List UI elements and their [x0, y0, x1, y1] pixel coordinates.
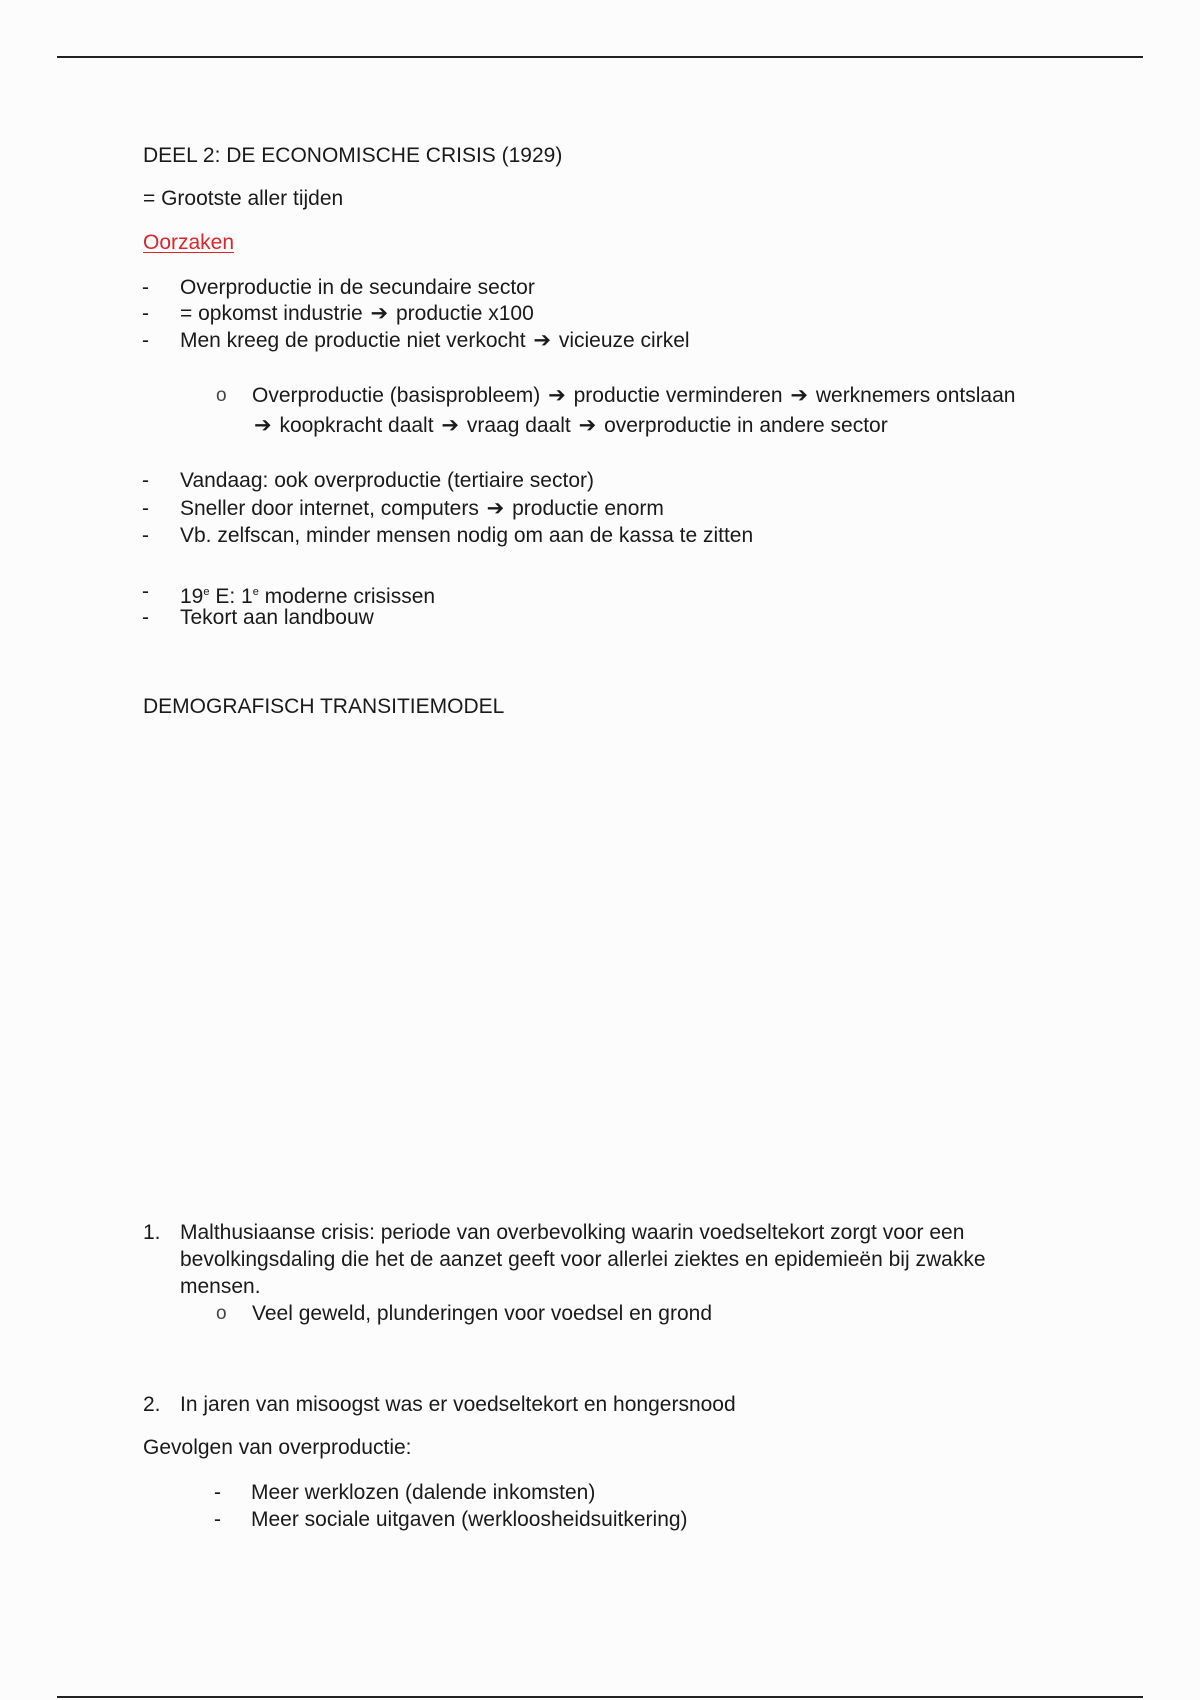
sub-bullet-marker: o	[216, 385, 227, 406]
sub-bullet-marker: o	[216, 1303, 227, 1324]
arrow-icon: ➔	[533, 329, 551, 352]
arrow-icon: ➔	[790, 384, 808, 407]
section-heading: DEEL 2: DE ECONOMISCHE CRISIS (1929)	[143, 144, 563, 167]
bullet-marker: -	[142, 580, 149, 603]
causes-title: Oorzaken	[143, 231, 235, 254]
arrow-icon: ➔	[254, 414, 272, 437]
today-1: Vandaag: ook overproductie (tertiaire sector)	[180, 469, 594, 492]
consequence-2: Meer sociale uitgaven (werkloosheidsuitkering)	[251, 1508, 688, 1531]
cause-2: = opkomst industrie ➔ productie x100	[180, 302, 534, 325]
cycle-line-1: Overproductie (basisprobleem) ➔ productie verminderen ➔ werknemers ontslaan	[252, 384, 1016, 407]
model-title: DEMOGRAFISCH TRANSITIEMODEL	[143, 695, 505, 718]
bullet-marker: -	[142, 497, 149, 520]
arrow-icon: ➔	[578, 414, 597, 437]
bullet-marker: -	[142, 276, 149, 299]
arrow-icon: ➔	[441, 414, 460, 437]
bullet-marker: -	[142, 606, 149, 629]
bullet-marker: -	[142, 524, 149, 547]
bullet-marker: -	[214, 1508, 221, 1531]
list-number: 2.	[143, 1393, 161, 1416]
century-line: 19e E: 1e moderne crisissen	[180, 585, 436, 608]
consequence-1: Meer werklozen (dalende inkomsten)	[251, 1481, 596, 1504]
cause-1: Overproductie in de secundaire sector	[180, 276, 535, 299]
bullet-marker: -	[214, 1481, 221, 1504]
subtitle: = Grootste aller tijden	[143, 187, 344, 210]
arrow-icon: ➔	[548, 384, 566, 407]
today-3: Vb. zelfscan, minder mensen nodig om aan de kassa te zitten	[180, 524, 754, 547]
malthus-sub: Veel geweld, plunderingen voor voedsel en grond	[252, 1302, 713, 1325]
bullet-marker: -	[142, 469, 149, 492]
arrow-icon: ➔	[486, 497, 505, 520]
bullet-marker: -	[142, 302, 149, 325]
list-number: 1.	[143, 1221, 161, 1244]
top-rule	[57, 56, 1143, 58]
arrow-icon: ➔	[370, 302, 389, 325]
cause-3: Men kreeg de productie niet verkocht ➔ vicieuze cirkel	[180, 329, 690, 352]
shortage-line: Tekort aan landbouw	[180, 606, 374, 629]
malthus-line-3: mensen.	[180, 1275, 261, 1298]
malthus-line-1: Malthusiaanse crisis: periode van overbevolking waarin voedseltekort zorgt voor een	[180, 1221, 965, 1244]
consequences-title: Gevolgen van overproductie:	[143, 1436, 412, 1459]
cycle-line-2: ➔ koopkracht daalt ➔ vraag daalt ➔ overproductie in andere sector	[254, 414, 888, 437]
misoogst-line: In jaren van misoogst was er voedseltekort en hongersnood	[180, 1393, 736, 1416]
malthus-line-2: bevolkingsdaling die het de aanzet geeft voor allerlei ziektes en epidemieën bij zwakke	[180, 1248, 986, 1271]
today-2: Sneller door internet, computers ➔ productie enorm	[180, 497, 664, 520]
bullet-marker: -	[142, 329, 149, 352]
bottom-rule	[57, 1696, 1143, 1698]
